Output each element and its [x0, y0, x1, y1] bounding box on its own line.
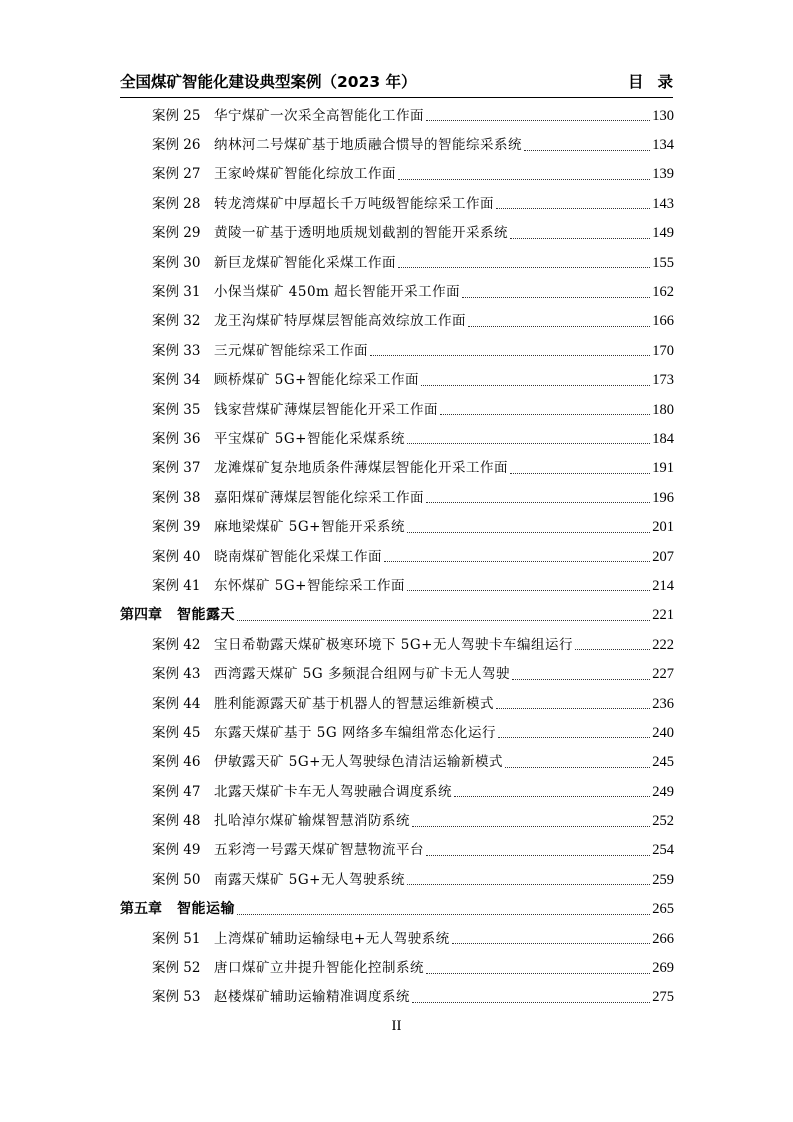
toc-case-row[interactable] — [120, 924, 674, 953]
toc-entry-page: 254 — [652, 842, 674, 859]
dot-leader — [384, 560, 650, 562]
toc-entry-title: 黄陵一矿基于透明地质规划截割的智能开采系统 — [214, 225, 508, 242]
toc-case-row[interactable] — [120, 189, 674, 218]
toc-case-row[interactable] — [120, 395, 674, 424]
toc-entry-title: 扎哈淖尔煤矿输煤智慧消防系统 — [214, 813, 410, 830]
dot-leader — [412, 825, 650, 827]
toc-case-row[interactable] — [120, 277, 674, 306]
toc-entry-page: 201 — [652, 519, 674, 536]
dot-leader — [370, 354, 650, 356]
toc-entry-page: 143 — [652, 195, 674, 212]
toc-entry-number: 案例 28 — [152, 195, 201, 212]
toc-entry-title: 东露天煤矿基于 5G 网络多车编组常态化运行 — [214, 724, 496, 741]
toc-entry-page: 173 — [652, 372, 674, 389]
toc-case-row[interactable] — [120, 865, 674, 894]
dot-leader — [498, 736, 650, 738]
toc-entry-number: 案例 40 — [152, 548, 201, 565]
dot-leader — [407, 883, 650, 885]
toc-entry-title: 麻地梁煤矿 5G+智能开采系统 — [214, 519, 405, 536]
toc-entry-page: 249 — [652, 783, 674, 800]
toc-entry-title: 智能运输 — [177, 901, 235, 918]
toc-entry-page: 184 — [652, 430, 674, 447]
toc-case-row[interactable] — [120, 512, 674, 541]
toc-entry-title: 晓南煤矿智能化采煤工作面 — [214, 548, 382, 565]
toc-case-row[interactable] — [120, 483, 674, 512]
toc-entry-title: 智能露天 — [177, 607, 235, 624]
toc-entry-number: 案例 39 — [152, 519, 201, 536]
dot-leader — [426, 972, 650, 974]
toc-entry-number: 案例 49 — [152, 842, 201, 859]
toc-case-row[interactable] — [120, 748, 674, 777]
toc-case-row[interactable] — [120, 248, 674, 277]
toc-entry-page: 269 — [652, 960, 674, 977]
dot-leader — [407, 531, 650, 533]
toc-entry-page: 155 — [652, 254, 674, 271]
toc-entry-page: 236 — [652, 695, 674, 712]
toc-case-row[interactable] — [120, 219, 674, 248]
toc-entry-page: 259 — [652, 871, 674, 888]
toc-entry-number: 案例 33 — [152, 342, 201, 359]
dot-leader — [426, 119, 650, 121]
toc-entry-page: 139 — [652, 166, 674, 183]
toc-entry-number: 案例 43 — [152, 666, 201, 683]
toc-entry-number: 案例 46 — [152, 754, 201, 771]
toc-entry-title: 伊敏露天矿 5G+无人驾驶绿色清洁运输新模式 — [214, 754, 503, 771]
toc-case-row[interactable] — [120, 424, 674, 453]
toc-chapter-row[interactable] — [120, 601, 674, 630]
toc-entry-number: 案例 37 — [152, 460, 201, 477]
dot-leader — [462, 296, 650, 298]
toc-entry-page: 134 — [652, 137, 674, 154]
toc-case-row[interactable] — [120, 953, 674, 982]
toc-entry-page: 240 — [652, 724, 674, 741]
dot-leader — [524, 149, 650, 151]
toc-entry-title: 五彩湾一号露天煤矿智慧物流平台 — [214, 842, 424, 859]
toc-case-row[interactable] — [120, 336, 674, 365]
toc-entry-page: 221 — [652, 607, 674, 624]
dot-leader — [237, 619, 650, 621]
dot-leader — [510, 472, 650, 474]
toc-entry-number: 案例 38 — [152, 489, 201, 506]
toc-case-row[interactable] — [120, 571, 674, 600]
toc-chapter-row[interactable] — [120, 895, 674, 924]
toc-entry-title: 东怀煤矿 5G+智能综采工作面 — [214, 577, 405, 594]
toc-entry-page: 180 — [652, 401, 674, 418]
page-number: II — [391, 1018, 402, 1034]
dot-leader — [468, 325, 650, 327]
toc-case-row[interactable] — [120, 983, 674, 1012]
toc-entry-number: 案例 32 — [152, 313, 201, 330]
toc-case-row[interactable] — [120, 130, 674, 159]
dot-leader — [505, 766, 650, 768]
toc-entry-title: 龙滩煤矿复杂地质条件薄煤层智能化开采工作面 — [214, 460, 508, 477]
toc-case-row[interactable] — [120, 659, 674, 688]
toc-case-row[interactable] — [120, 454, 674, 483]
toc-entry-page: 162 — [652, 284, 674, 301]
toc-entry-number: 案例 52 — [152, 960, 201, 977]
toc-entry-title: 嘉阳煤矿薄煤层智能化综采工作面 — [214, 489, 424, 506]
toc-case-row[interactable] — [120, 366, 674, 395]
document-title: 全国煤矿智能化建设典型案例（2023 年） — [120, 73, 417, 91]
toc-entry-number: 案例 50 — [152, 871, 201, 888]
toc-entry-title: 赵楼煤矿辅助运输精准调度系统 — [214, 989, 410, 1006]
toc-case-row[interactable] — [120, 307, 674, 336]
dot-leader — [421, 384, 650, 386]
toc-entry-page: 227 — [652, 666, 674, 683]
toc-entry-title: 纳林河二号煤矿基于地质融合惯导的智能综采系统 — [214, 137, 522, 154]
toc-entry-page: 166 — [652, 313, 674, 330]
toc-entry-number: 案例 35 — [152, 401, 201, 418]
toc-entry-number: 案例 44 — [152, 695, 201, 712]
toc-case-row[interactable] — [120, 689, 674, 718]
toc-case-row[interactable] — [120, 777, 674, 806]
toc-entry-page: 265 — [652, 901, 674, 918]
dot-leader — [412, 1001, 650, 1003]
toc-case-row[interactable] — [120, 718, 674, 747]
toc-entry-title: 北露天煤矿卡车无人驾驶融合调度系统 — [214, 783, 452, 800]
toc-entry-number: 案例 47 — [152, 783, 201, 800]
table-of-contents — [120, 101, 674, 1012]
page-header — [120, 72, 687, 98]
dot-leader — [496, 207, 650, 209]
toc-entry-number: 案例 30 — [152, 254, 201, 271]
header-rule — [120, 97, 673, 98]
toc-entry-number: 案例 45 — [152, 724, 201, 741]
toc-entry-page: 170 — [652, 342, 674, 359]
toc-entry-number: 第四章 — [120, 607, 162, 624]
toc-entry-title: 三元煤矿智能综采工作面 — [214, 342, 368, 359]
toc-entry-title: 华宁煤矿一次采全高智能化工作面 — [214, 107, 424, 124]
dot-leader — [510, 237, 650, 239]
toc-entry-title: 小保当煤矿 450m 超长智能开采工作面 — [214, 284, 461, 301]
dot-leader — [452, 942, 650, 944]
toc-entry-title: 西湾露天煤矿 5G 多频混合组网与矿卡无人驾驶 — [214, 666, 510, 683]
toc-entry-title: 南露天煤矿 5G+无人驾驶系统 — [214, 871, 405, 888]
toc-entry-page: 214 — [652, 577, 674, 594]
toc-entry-number: 案例 51 — [152, 930, 201, 947]
toc-entry-number: 案例 41 — [152, 577, 201, 594]
toc-entry-title: 转龙湾煤矿中厚超长千万吨级智能综采工作面 — [214, 195, 494, 212]
toc-entry-title: 平宝煤矿 5G+智能化采煤系统 — [214, 430, 405, 447]
toc-entry-title: 新巨龙煤矿智能化采煤工作面 — [214, 254, 396, 271]
toc-case-row[interactable] — [120, 630, 674, 659]
toc-entry-page: 275 — [652, 989, 674, 1006]
toc-entry-number: 案例 34 — [152, 372, 201, 389]
toc-entry-page: 245 — [652, 754, 674, 771]
dot-leader — [407, 589, 650, 591]
toc-entry-page: 207 — [652, 548, 674, 565]
dot-leader — [496, 707, 650, 709]
dot-leader — [440, 413, 650, 415]
dot-leader — [398, 178, 650, 180]
toc-entry-number: 案例 53 — [152, 989, 201, 1006]
toc-entry-number: 案例 48 — [152, 813, 201, 830]
dot-leader — [426, 854, 650, 856]
dot-leader — [426, 501, 650, 503]
toc-entry-number: 案例 25 — [152, 107, 201, 124]
toc-entry-number: 案例 27 — [152, 166, 201, 183]
dot-leader — [512, 678, 650, 680]
toc-entry-page: 222 — [652, 636, 674, 653]
toc-entry-number: 第五章 — [120, 901, 162, 918]
toc-entry-number: 案例 36 — [152, 430, 201, 447]
toc-entry-page: 130 — [652, 107, 674, 124]
toc-entry-title: 上湾煤矿辅助运输绿电+无人驾驶系统 — [214, 930, 450, 947]
toc-entry-page: 191 — [652, 460, 674, 477]
toc-entry-number: 案例 42 — [152, 636, 201, 653]
toc-entry-title: 胜利能源露天矿基于机器人的智慧运维新模式 — [214, 695, 494, 712]
dot-leader — [454, 795, 650, 797]
toc-entry-page: 252 — [652, 813, 674, 830]
toc-entry-title: 宝日希勒露天煤矿极寒环境下 5G+无人驾驶卡车编组运行 — [214, 636, 573, 653]
dot-leader — [398, 266, 650, 268]
toc-entry-title: 钱家营煤矿薄煤层智能化开采工作面 — [214, 401, 438, 418]
toc-case-row[interactable] — [120, 836, 674, 865]
toc-case-row[interactable] — [120, 542, 674, 571]
toc-entry-title: 王家岭煤矿智能化综放工作面 — [214, 166, 396, 183]
toc-case-row[interactable] — [120, 806, 674, 835]
toc-entry-page: 196 — [652, 489, 674, 506]
toc-entry-title: 唐口煤矿立井提升智能化控制系统 — [214, 960, 424, 977]
toc-case-row[interactable] — [120, 101, 674, 130]
toc-entry-title: 顾桥煤矿 5G+智能化综采工作面 — [214, 372, 419, 389]
toc-entry-number: 案例 29 — [152, 225, 201, 242]
toc-entry-page: 149 — [652, 225, 674, 242]
toc-entry-title: 龙王沟煤矿特厚煤层智能高效综放工作面 — [214, 313, 466, 330]
toc-entry-number: 案例 26 — [152, 137, 201, 154]
toc-entry-page: 266 — [652, 930, 674, 947]
toc-entry-number: 案例 31 — [152, 284, 201, 301]
section-title: 目录 — [627, 73, 687, 91]
dot-leader — [575, 648, 650, 650]
toc-case-row[interactable] — [120, 160, 674, 189]
dot-leader — [237, 913, 650, 915]
dot-leader — [407, 442, 650, 444]
